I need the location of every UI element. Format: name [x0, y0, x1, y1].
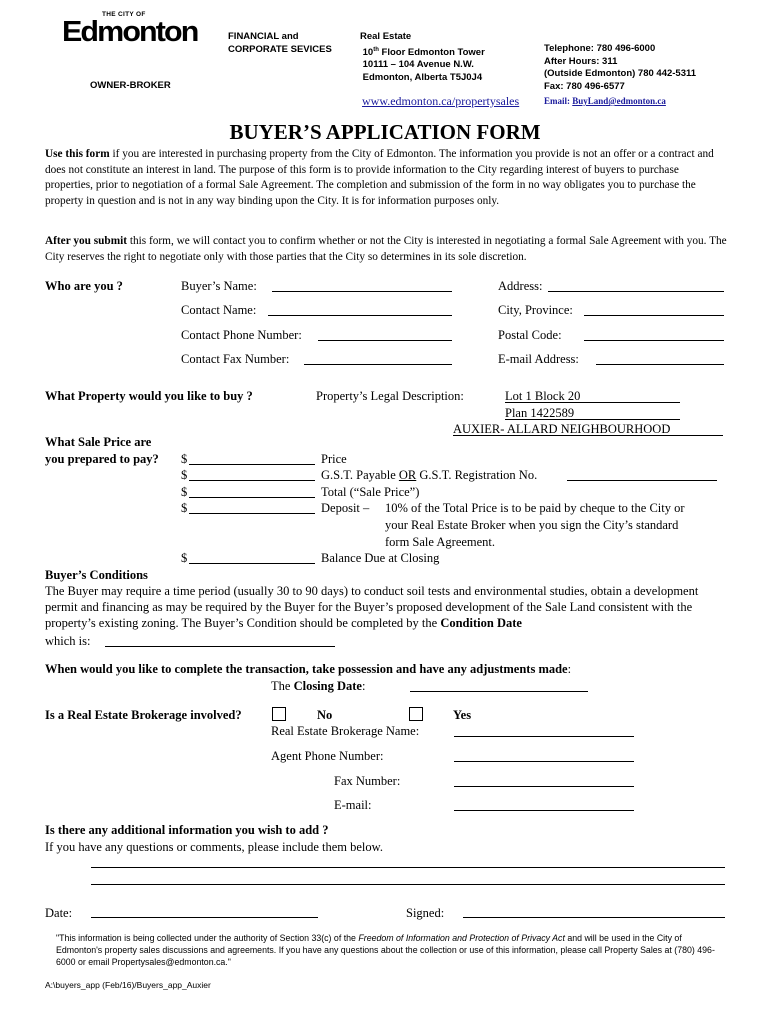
fax: Fax: 780 496-6577: [544, 80, 625, 92]
yes-checkbox[interactable]: [409, 707, 423, 721]
total-dollar: $: [181, 485, 188, 499]
department-line: CORPORATE SEVICES: [228, 43, 332, 55]
brokerage-name-label: Real Estate Brokerage Name:: [271, 724, 420, 738]
logo-wordmark: Edmonton: [62, 16, 198, 48]
signed-label: Signed:: [406, 906, 445, 920]
city-province-label: City, Province:: [498, 303, 573, 317]
gst-registration-field[interactable]: [567, 480, 717, 481]
legal-line-2: Plan 1422589: [505, 406, 575, 420]
deposit-dollar: $: [181, 501, 188, 515]
legal-line-3-underline: [453, 435, 723, 436]
date-label: Date:: [45, 906, 73, 920]
office-line: 10th Floor Edmonton Tower: [362, 46, 485, 58]
office-line: 10111 – 104 Avenue N.W.: [362, 59, 474, 71]
contact-name-field[interactable]: [268, 315, 452, 316]
address-field[interactable]: [548, 291, 724, 292]
postal-code-field[interactable]: [584, 340, 724, 341]
after-hours: After Hours: 311: [544, 55, 618, 67]
price-dollar: $: [181, 452, 188, 466]
gst-field[interactable]: [189, 480, 315, 481]
email-line: [544, 96, 666, 106]
agent-fax-label: Fax Number:: [334, 774, 401, 788]
brokerage-name-field[interactable]: [454, 736, 634, 737]
comments-line-1[interactable]: [91, 867, 725, 868]
conditions-heading: Buyer’s Conditions: [45, 568, 148, 582]
telephone: Telephone: 780 496-6000: [544, 43, 656, 54]
legal-line-1-underline: [505, 402, 680, 403]
comments-line-2[interactable]: [91, 884, 725, 885]
balance-dollar: $: [181, 551, 188, 565]
date-field[interactable]: [91, 917, 318, 918]
agent-phone-field[interactable]: [454, 761, 634, 762]
signature-field[interactable]: [463, 917, 725, 918]
office-address: [360, 31, 485, 84]
contact-fax-field[interactable]: [304, 364, 452, 365]
postal-code-label: Postal Code:: [498, 328, 562, 342]
buyer-name-field[interactable]: [272, 291, 452, 292]
owner-broker-label: OWNER-BROKER: [90, 80, 171, 91]
price-field[interactable]: [189, 464, 315, 465]
address-label: Address:: [498, 279, 543, 293]
deposit-field[interactable]: [189, 513, 315, 514]
closing-date-label: The Closing Date:: [271, 679, 366, 693]
legal-description-label: Property’s Legal Description:: [316, 389, 464, 403]
agent-phone-label: Agent Phone Number:: [271, 749, 384, 763]
contact-name-label: Contact Name:: [181, 303, 257, 317]
gst-dollar: $: [181, 468, 188, 482]
no-checkbox[interactable]: [272, 707, 286, 721]
condition-date-field[interactable]: [105, 646, 335, 647]
price-question-line-2: you prepared to pay?: [45, 452, 159, 466]
agent-fax-field[interactable]: [454, 786, 634, 787]
agent-email-field[interactable]: [454, 810, 634, 811]
balance-field[interactable]: [189, 563, 315, 564]
contact-fax-label: Contact Fax Number:: [181, 352, 290, 366]
email-address-label: E-mail Address:: [498, 352, 579, 366]
gst-label: G.S.T. Payable OR G.S.T. Registration No.: [321, 468, 538, 482]
office-line: Edmonton, Alberta T5J0J4: [362, 71, 483, 83]
deposit-text-2: your Real Estate Broker when you sign the City’s standard: [385, 518, 679, 532]
email-link[interactable]: BuyLand@edmonton.ca: [572, 96, 666, 106]
deposit-label: Deposit –: [321, 501, 370, 515]
logo-small-text: THE CITY OF: [102, 11, 146, 18]
email-address-field[interactable]: [596, 364, 724, 365]
buyer-name-label: Buyer’s Name:: [181, 279, 257, 293]
additional-sub: If you have any questions or comments, please include them below.: [45, 840, 383, 854]
which-is-label: which is:: [45, 634, 91, 648]
contact-block: [544, 43, 696, 93]
additional-question: Is there any additional information you wish to add ?: [45, 823, 329, 837]
city-province-field[interactable]: [584, 315, 724, 316]
yes-label: Yes: [453, 708, 472, 722]
website-link[interactable]: www.edmonton.ca/propertysales: [362, 94, 520, 108]
privacy-disclaimer: "This information is being collected under the authority of Section 33(c) of the Freedom of Information and Protection of Privacy Act and will be used in the City of Edmonton's property sales discussions and agreements. If you have any questions about the collection or use of this information, please call Property Sales at (780) 496-6000 or email Propertysales@edmonton.ca.": [56, 933, 715, 967]
legal-line-1: Lot 1 Block 20: [505, 389, 581, 403]
legal-line-3: AUXIER- ALLARD NEIGHBOURHOOD: [453, 422, 671, 436]
price-question-line-1: What Sale Price are: [45, 435, 152, 449]
brokerage-question: Is a Real Estate Brokerage involved?: [45, 708, 242, 722]
after-submit-paragraph: After you submit this form, we will contact you to confirm whether or not the City is interested in negotiating a formal Sale Agreement with you. The City reserves the right to negotiate only with those parties that the City so determines in its sole discretion.: [45, 235, 727, 263]
deposit-text-3: form Sale Agreement.: [385, 535, 496, 549]
property-question: What Property would you like to buy ?: [45, 389, 253, 403]
outside-phone: (Outside Edmonton) 780 442-5311: [544, 68, 697, 79]
price-label: Price: [321, 452, 347, 466]
balance-label: Balance Due at Closing: [321, 551, 440, 565]
footer-file-path: A:\buyers_app (Feb/16)/Buyers_app_Auxier: [45, 980, 211, 990]
legal-line-2-underline: [505, 419, 680, 420]
city-logo: [62, 10, 212, 50]
who-question: Who are you ?: [45, 279, 123, 293]
total-label: Total (“Sale Price”): [321, 485, 420, 499]
agent-email-label: E-mail:: [334, 798, 372, 812]
office-line: Real Estate: [360, 31, 412, 42]
intro-paragraph: Use this form if you are interested in purchasing property from the City of Edmonton. The information you provide is not an offer or a contract and does not constitute an interest in land. The purpose of this form is to provide information to the City regarding interest of buyers to purchase properties, prior to negotiation of a formal Sale Agreement. The completion and submission of the form in no way obligates you to purchase the property in question and is not in any way binding upon the City. It is for information purposes only.: [45, 148, 714, 208]
email-label: Email:: [544, 96, 573, 106]
conditions-paragraph: The Buyer may require a time period (usually 30 to 90 days) to conduct soil tests and environmental studies, obtain a development permit and financing as may be required by the Buyer for the Buyer’s proposed development of the Sale Land consistent with the property’s existing zoning. The Buyer’s Condition should be completed by the Condition Date: [45, 584, 699, 630]
contact-phone-label: Contact Phone Number:: [181, 328, 302, 342]
department-line: FINANCIAL and: [228, 31, 299, 42]
closing-question: When would you like to complete the transaction, take possession and have any adjustments made:: [45, 662, 572, 676]
contact-phone-field[interactable]: [318, 340, 452, 341]
no-label: No: [317, 708, 333, 722]
closing-date-field[interactable]: [410, 691, 588, 692]
total-field[interactable]: [189, 497, 315, 498]
deposit-text-1: 10% of the Total Price is to be paid by cheque to the City or: [385, 501, 685, 515]
department-block: [228, 31, 332, 56]
page-title: BUYER’S APPLICATION FORM: [229, 120, 541, 144]
